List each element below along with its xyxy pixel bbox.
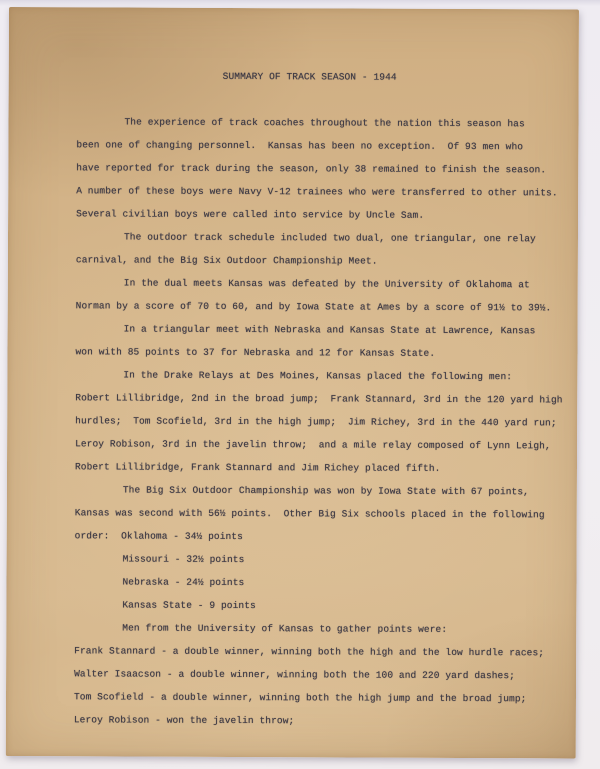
text-line: The Big Six Outdoor Championship was won by Iowa State with 67 points, [122,484,529,498]
text-line: Robert Lillibridge, Frank Stannard and Jim Richey placed fifth. [74,461,441,474]
text-line: Norman by a score of 70 to 60, and by Iowa State at Ames by a score of 91½ to 39½. [75,300,552,314]
text-line: In the dual meets Kansas was defeated by the University of Oklahoma at [123,277,530,291]
text-line: Frank Stannard - a double winner, winning both the high and the low hurdle races; [74,645,545,659]
text-line: Robert Lillibridge, 2nd in the broad jump; Frank Stannard, 3rd in the 120 yard high [75,392,563,406]
text-line: Leroy Robison, 3rd in the javelin throw; and a mile relay composed of Lynn Leigh, [75,438,551,452]
scanned-page [6,7,579,758]
text-line: hurdles; Tom Scofield, 3rd in the high jump; Jim Richey, 3rd in the 440 yard run; [75,415,557,429]
text-line: Nebraska - 24½ points [122,576,245,589]
text-line: The outdoor track schedule included two dual, one triangular, one relay [123,231,536,245]
text-line: been one of changing personnel. Kansas has been no exception. Of 93 men who [76,139,524,153]
text-line: Kansas was second with 56½ points. Other Big Six schools placed in the following [74,507,545,521]
text-line: In the Drake Relays at Des Moines, Kansas placed the following men: [123,369,513,383]
text-line: Walter Isaacson - a double winner, winning both the 100 and 220 yard dashes; [74,668,515,682]
document-title: SUMMARY OF TRACK SEASON - 1944 [222,70,397,83]
text-line: carnival, and the Big Six Outdoor Championship Meet. [75,254,378,267]
text-line: A number of these boys were Navy V-12 trainees who were transferred to other units. [76,185,558,199]
text-line: have reported for track during the season, only 38 remained to finish the season. [76,162,547,176]
text-line: Kansas State - 9 points [122,599,256,612]
text-line: order: Oklahoma - 34½ points [74,530,243,543]
text-line: In a triangular meet with Nebraska and Kansas State at Lawrence, Kansas [123,323,536,337]
text-line: Missouri - 32½ points [122,553,245,566]
text-line: The experience of track coaches throughout the nation this season has [124,116,525,130]
text-line: Men from the University of Kansas to gather points were: [122,622,448,635]
document-body [74,110,573,733]
text-line: won with 85 points to 37 for Nebraska and 12 for Kansas State. [75,346,436,359]
text-line: Several civilian boys were called into service by Uncle Sam. [76,208,425,221]
text-line: Tom Scofield - a double winner, winning both the high jump and the broad jump; [73,691,527,705]
text-line: Leroy Robison - won the javelin throw; [73,714,295,727]
